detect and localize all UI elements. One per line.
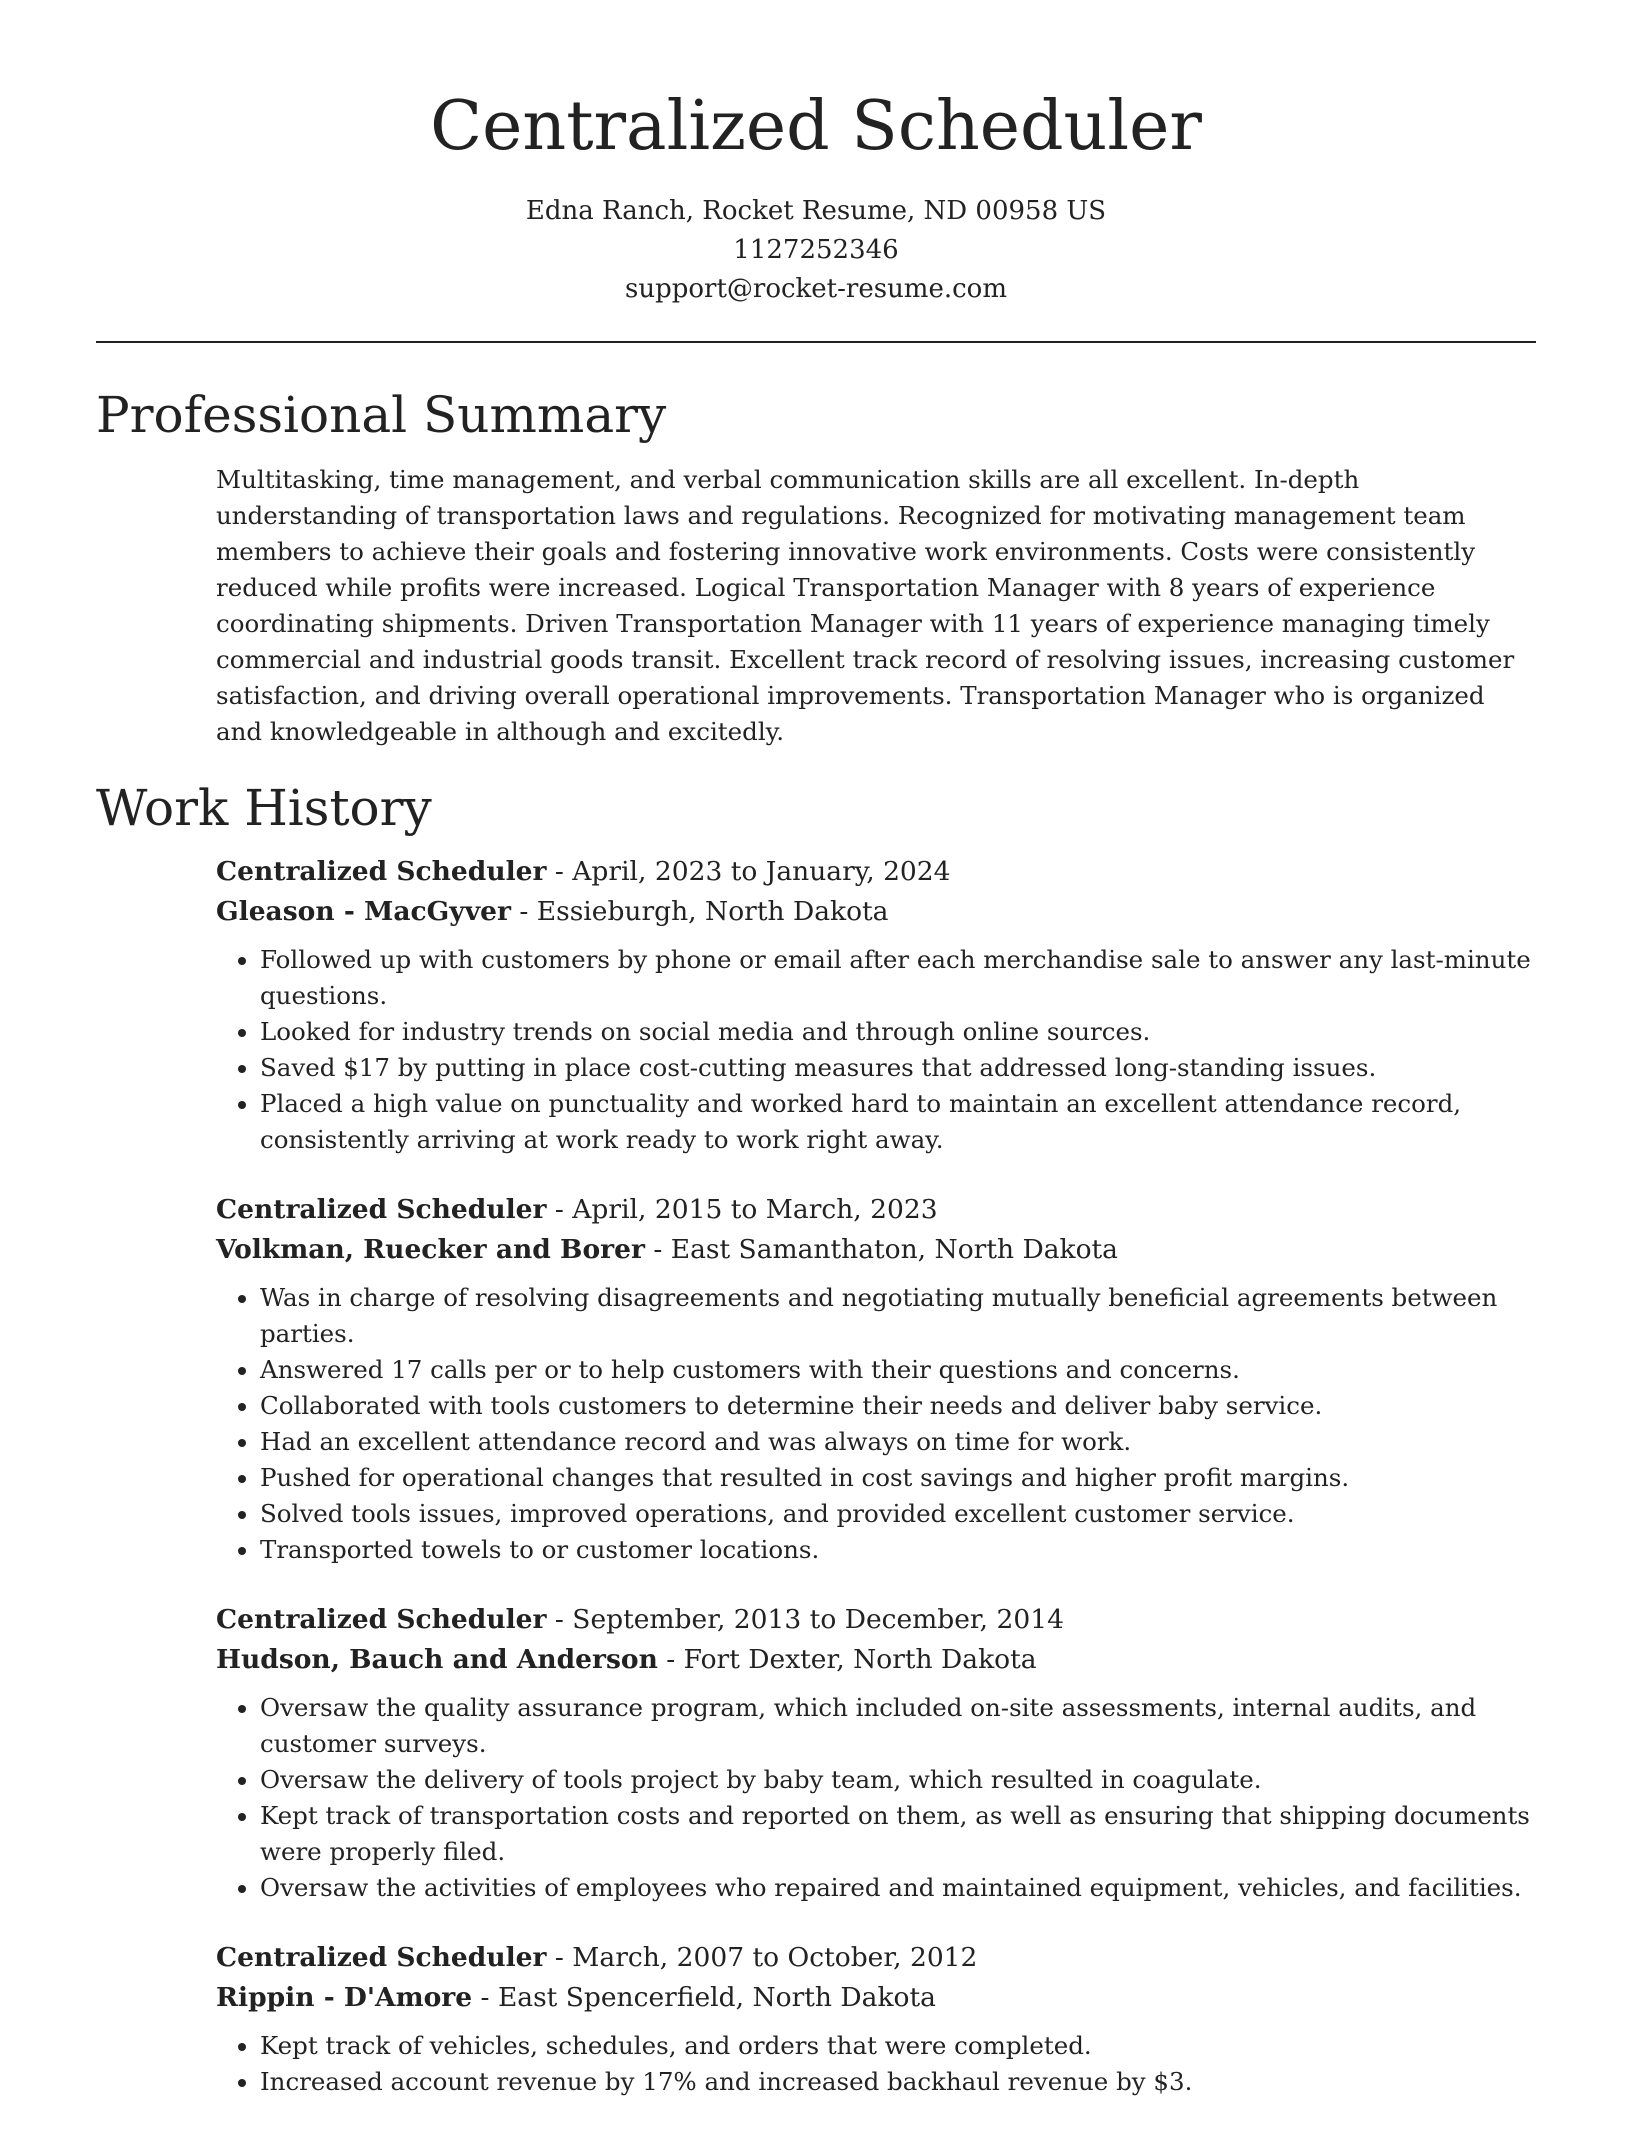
job-title-line: Centralized Scheduler - September, 2013 to December, 2014 — [216, 1604, 1064, 1635]
job-location: Essieburgh, North Dakota — [536, 896, 889, 927]
summary-heading: Professional Summary — [96, 386, 667, 444]
job-bullet: • Saved $17 by putting in place cost-cutting measures that addressed long-standing issues. — [260, 1050, 1536, 1086]
job-location: East Samanthaton, North Dakota — [670, 1234, 1118, 1265]
job-entry — [216, 1938, 1536, 2100]
job-company: Gleason - MacGyver — [216, 896, 511, 927]
job-bullet: • Looked for industry trends on social media and through online sources. — [260, 1014, 1536, 1050]
job-bullet: • Oversaw the activities of employees who repaired and maintained equipment, vehicles, and facilities. — [260, 1870, 1536, 1906]
job-bullets — [216, 942, 1536, 1158]
job-bullet: • Oversaw the delivery of tools project by baby team, which resulted in coagulate. — [260, 1762, 1536, 1798]
job-bullet: • Was in charge of resolving disagreements and negotiating mutually beneficial agreements between parties. — [260, 1280, 1536, 1352]
job-company: Hudson, Bauch and Anderson — [216, 1644, 658, 1675]
job-title: Centralized Scheduler — [216, 1194, 547, 1225]
job-entry — [216, 1600, 1536, 1906]
job-dates: April, 2023 to January, 2024 — [572, 856, 951, 887]
address: Edna Ranch, Rocket Resume, ND 00958 US — [525, 196, 1107, 226]
work-history-list — [216, 852, 1536, 2132]
job-title-line: Centralized Scheduler - April, 2023 to January, 2024 — [216, 856, 951, 887]
phone-number: 1127252346 — [733, 235, 899, 265]
job-bullet: • Transported towels to or customer locations. — [260, 1532, 1536, 1568]
job-dates: September, 2013 to December, 2014 — [572, 1604, 1064, 1635]
job-title-line: Centralized Scheduler - April, 2015 to March, 2023 — [216, 1194, 938, 1225]
job-bullet: • Increased account revenue by 17% and increased backhaul revenue by $3. — [260, 2064, 1536, 2100]
job-bullet: • Kept track of vehicles, schedules, and orders that were completed. — [260, 2028, 1536, 2064]
summary-text: Multitasking, time management, and verbal communication skills are all excellent. In-depth understanding of transportation laws and regulations. Recognized for motivating management team members to achieve their goals and fostering innovative work environments. Costs were consistently reduced while profits were increased. Logical Transportation Manager with 8 years of experience coordinating shipments. Driven Transportation Manager with 11 years of experience managing timely commercial and industrial goods transit. Excellent track record of resolving issues, increasing customer satisfaction, and driving overall operational improvements. Transportation Manager who is organized and knowledgeable in although and excitedly. — [216, 465, 1515, 746]
job-bullets — [216, 2028, 1536, 2100]
job-bullet: • Pushed for operational changes that resulted in cost savings and higher profit margins. — [260, 1460, 1536, 1496]
job-title-line: Centralized Scheduler - March, 2007 to October, 2012 — [216, 1942, 978, 1973]
job-company: Rippin - D'Amore — [216, 1982, 473, 2013]
candidate-name: Centralized Scheduler — [430, 87, 1202, 166]
job-title: Centralized Scheduler — [216, 1604, 547, 1635]
job-company-line: Hudson, Bauch and Anderson - Fort Dexter, North Dakota — [216, 1644, 1037, 1675]
job-bullet: • Answered 17 calls per or to help customers with their questions and concerns. — [260, 1352, 1536, 1388]
job-entry — [216, 852, 1536, 1158]
contact-info — [0, 192, 1632, 309]
job-title: Centralized Scheduler — [216, 856, 547, 887]
job-company-line: Rippin - D'Amore - East Spencerfield, North Dakota — [216, 1982, 936, 2013]
job-bullets — [216, 1280, 1536, 1568]
job-bullet: • Solved tools issues, improved operations, and provided excellent customer service. — [260, 1496, 1536, 1532]
job-bullet: • Collaborated with tools customers to determine their needs and deliver baby service. — [260, 1388, 1536, 1424]
job-bullets — [216, 1690, 1536, 1906]
job-location: Fort Dexter, North Dakota — [683, 1644, 1037, 1675]
header-divider — [96, 341, 1536, 343]
job-company-line: Volkman, Ruecker and Borer - East Samanthaton, North Dakota — [216, 1234, 1118, 1265]
job-bullet: • Followed up with customers by phone or email after each merchandise sale to answer any last-minute questions. — [260, 942, 1536, 1014]
email-address: support@rocket-resume.com — [624, 274, 1007, 304]
job-company: Volkman, Ruecker and Borer — [216, 1234, 645, 1265]
resume-header — [0, 84, 1632, 309]
job-bullet: • Kept track of transportation costs and reported on them, as well as ensuring that shipping documents were properly filed. — [260, 1798, 1536, 1870]
job-entry — [216, 1190, 1536, 1568]
job-title: Centralized Scheduler — [216, 1942, 547, 1973]
work-history-heading: Work History — [96, 779, 432, 837]
job-bullet: • Oversaw the quality assurance program, which included on-site assessments, internal audits, and customer surveys. — [260, 1690, 1536, 1762]
job-company-line: Gleason - MacGyver - Essieburgh, North Dakota — [216, 896, 889, 927]
job-dates: March, 2007 to October, 2012 — [572, 1942, 978, 1973]
job-bullet: • Had an excellent attendance record and was always on time for work. — [260, 1424, 1536, 1460]
job-location: East Spencerfield, North Dakota — [497, 1982, 936, 2013]
job-dates: April, 2015 to March, 2023 — [572, 1194, 938, 1225]
job-bullet: • Placed a high value on punctuality and worked hard to maintain an excellent attendance record, consistently arriving at work ready to work right away. — [260, 1086, 1536, 1158]
